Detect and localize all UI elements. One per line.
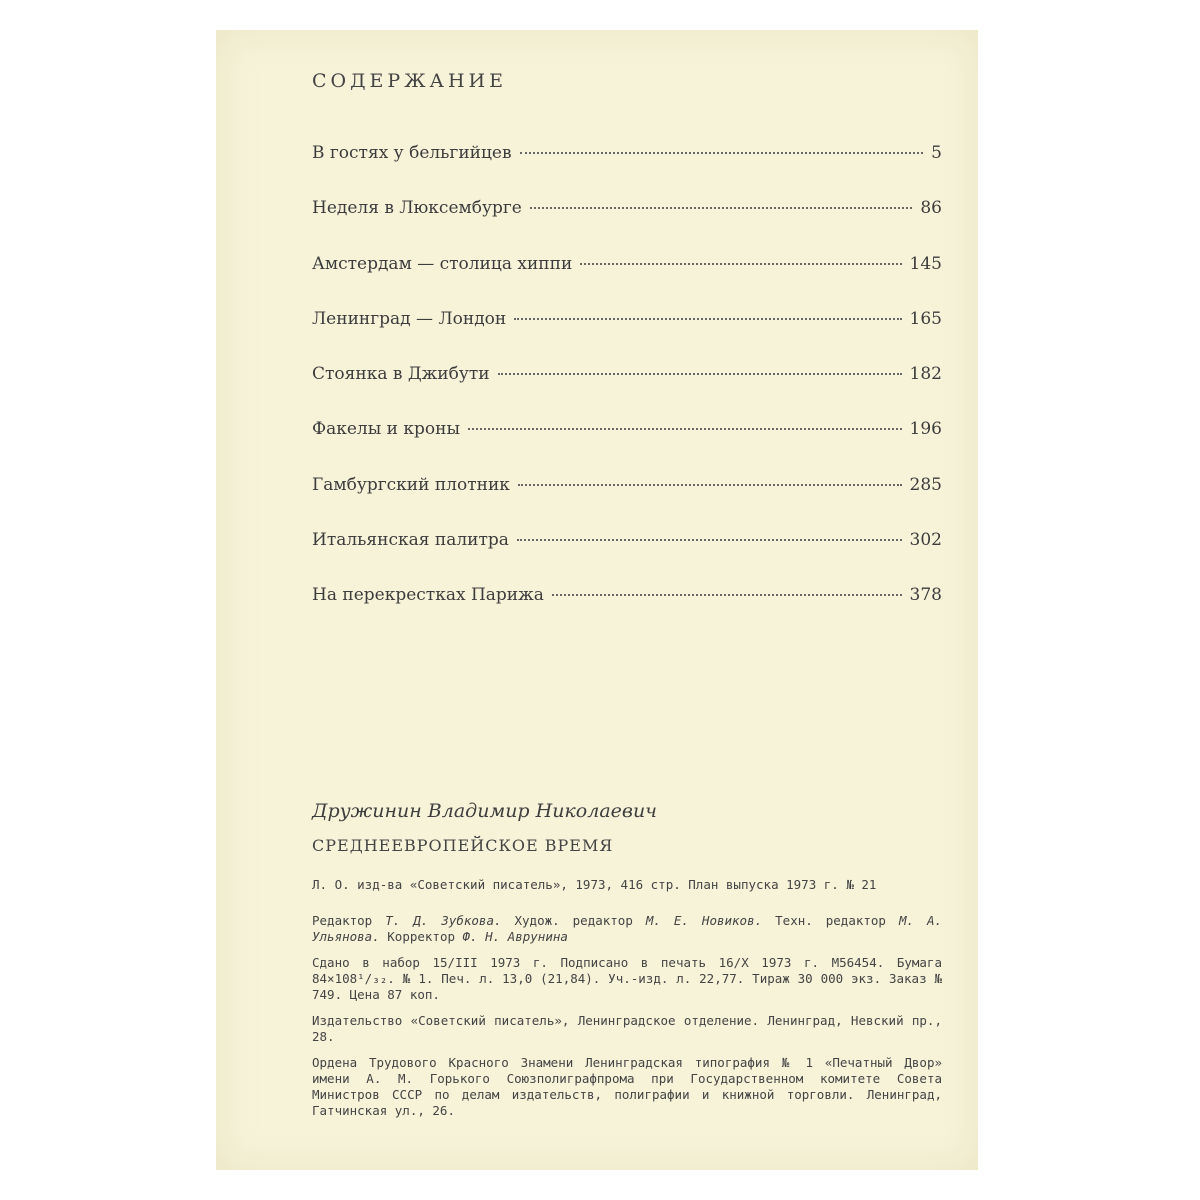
toc-entry-title: В гостях у бельгийцев: [312, 143, 512, 163]
toc-entry: [312, 198, 942, 253]
toc-entry: [312, 364, 942, 419]
publisher-address: Издательство «Советский писатель», Ленинградское отделение. Ленинград, Невский пр., 28.: [312, 1013, 942, 1044]
dot-leader: [580, 263, 901, 265]
toc-entry-title: Факелы и кроны: [312, 419, 461, 440]
toc-entry-title: Неделя в Люксембурге: [312, 198, 522, 219]
toc-entry-title: Амстердам — столица хиппи: [312, 253, 573, 274]
toc-entry-page: 5: [931, 143, 942, 163]
toc-entry-title: Итальянская палитра: [312, 530, 509, 551]
toc-heading: СОДЕРЖАНИЕ: [312, 70, 507, 92]
toc-entry-title: На перекрестках Парижа: [312, 585, 544, 606]
printer-info: Ордена Трудового Красного Знамени Ленинградская типография № 1 «Печатный Двор» имени А. М. Горького Союзполиграфпрома при Государственном комитете Совета Министров СССР по делам издательств, полиграфии и книжной торговли. Ленинград, Гатчинская ул., 26.: [312, 1055, 942, 1118]
author-name: Дружинин Владимир Николаевич: [312, 800, 658, 822]
tech-editor-label: Техн. редактор: [775, 913, 886, 928]
art-editor-label: Худож. редактор: [514, 913, 633, 928]
dot-leader: [498, 373, 902, 375]
imprint-block: [312, 800, 942, 1119]
toc-entry: [312, 530, 942, 585]
toc-entry-page: 145: [909, 253, 942, 274]
dot-leader: [518, 484, 902, 486]
toc-entry-title: Стоянка в Джибути: [312, 364, 490, 385]
print-info: Сдано в набор 15/III 1973 г. Подписано в печать 16/X 1973 г. М56454. Бумага 84×108¹/₃₂. № 1. Печ. л. 13,0 (21,84). Уч.-изд. л. 22,77. Тираж 30 000 экз. Заказ № 749. Цена 87 коп.: [312, 955, 942, 1002]
toc-entry: [312, 143, 942, 198]
dot-leader: [514, 318, 901, 320]
toc-entry-page: 285: [909, 474, 942, 495]
book-page: [216, 30, 978, 1170]
toc-entry-page: 86: [920, 198, 942, 219]
editor-name: Т. Д. Зубкова.: [385, 913, 502, 928]
dot-leader: [517, 539, 902, 541]
editor-label: Редактор: [312, 913, 373, 928]
tech-editor-name: М. А. Ульянова.: [312, 913, 943, 944]
book-title: СРЕДНЕЕВРОПЕЙСКОЕ ВРЕМЯ: [312, 836, 614, 855]
toc-entry-page: 378: [909, 585, 942, 606]
toc-entry: [312, 585, 942, 640]
dot-leader: [520, 152, 924, 154]
corrector-name: Ф. Н. Аврунина: [462, 929, 568, 944]
toc-entry: [312, 475, 942, 530]
toc-entry-page: 165: [909, 308, 942, 329]
toc-entry: [312, 309, 942, 364]
dot-leader: [552, 594, 902, 596]
toc-entry-title: Ленинград — Лондон: [312, 308, 507, 329]
toc-entry: [312, 419, 942, 474]
publisher-line: Л. О. изд-ва «Советский писатель», 1973, 416 стр. План выпуска 1973 г. № 21: [312, 877, 877, 892]
toc-entry-title: Гамбургский плотник: [312, 474, 510, 495]
credits-line: [312, 913, 942, 945]
art-editor-name: М. Е. Новиков.: [645, 913, 763, 928]
corrector-label: Корректор: [387, 929, 455, 944]
dot-leader: [468, 428, 902, 430]
toc-entry-page: 302: [909, 530, 942, 551]
toc-entry-page: 182: [909, 364, 942, 385]
toc-entry-page: 196: [909, 419, 942, 440]
dot-leader: [530, 207, 913, 209]
toc-entry: [312, 254, 942, 309]
toc-list: [312, 143, 942, 641]
